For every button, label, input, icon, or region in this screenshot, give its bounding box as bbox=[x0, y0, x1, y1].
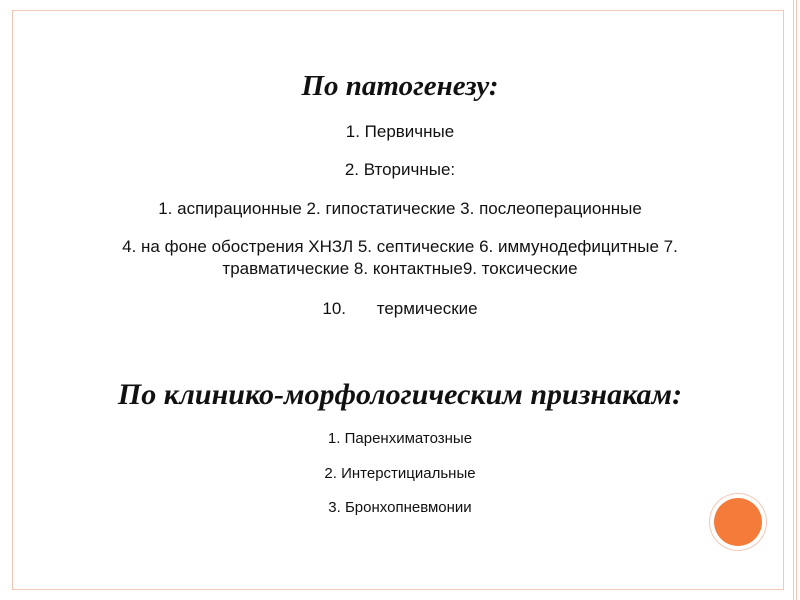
slide-edge-decoration bbox=[793, 0, 797, 600]
pathogenesis-line: 1. аспирационные 2. гипостатические 3. послеоперационные bbox=[158, 199, 642, 218]
pathogenesis-line: травматические 8. контактные9. токсические bbox=[222, 259, 578, 278]
clinical-morphological-line: 3. Бронхопневмонии bbox=[328, 499, 472, 516]
pathogenesis-heading: По патогенезу: bbox=[301, 70, 499, 102]
clinical-morphological-line: 1. Паренхиматозные bbox=[327, 430, 473, 447]
pathogenesis-line: 4. на фоне обострения ХНЗЛ 5. септические 6. иммунодефицитные 7. bbox=[122, 237, 678, 256]
clinical-morphological-line: 2. Интерстициальные bbox=[324, 465, 476, 482]
pathogenesis-line: 10. термические bbox=[322, 299, 478, 318]
pathogenesis-line: 2. Вторичные: bbox=[344, 160, 456, 179]
pathogenesis-line: 1. Первичные bbox=[345, 122, 455, 141]
clinical-morphological-heading: По клинико-морфологическим признакам: bbox=[117, 378, 683, 411]
